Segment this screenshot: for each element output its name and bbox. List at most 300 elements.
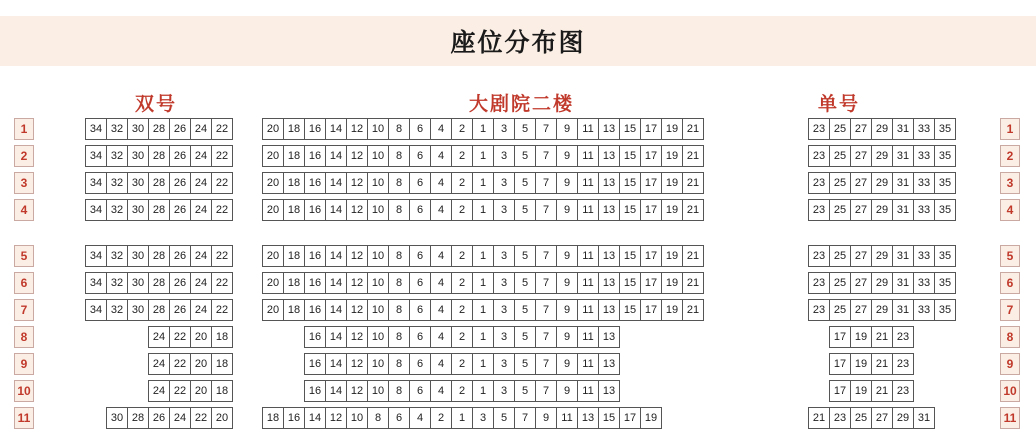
seat-cell[interactable]: 7 <box>535 118 557 140</box>
seat-cell[interactable]: 14 <box>325 199 347 221</box>
seat-cell[interactable]: 35 <box>934 245 956 267</box>
seat-cell[interactable]: 20 <box>190 380 212 402</box>
seat-cell[interactable]: 30 <box>106 407 128 429</box>
seat-cell[interactable]: 29 <box>871 245 893 267</box>
seat-cell[interactable]: 10 <box>367 199 389 221</box>
seat-cell[interactable]: 35 <box>934 172 956 194</box>
seat-cell[interactable]: 8 <box>388 199 410 221</box>
seat-cell[interactable]: 22 <box>211 118 233 140</box>
seat-cell[interactable]: 19 <box>640 407 662 429</box>
seat-cell[interactable]: 33 <box>913 118 935 140</box>
seat-cell[interactable]: 24 <box>190 245 212 267</box>
seat-cell[interactable]: 12 <box>346 272 368 294</box>
seat-cell[interactable]: 2 <box>451 380 473 402</box>
seat-cell[interactable]: 24 <box>169 407 191 429</box>
seat-cell[interactable]: 3 <box>472 407 494 429</box>
seat-cell[interactable]: 8 <box>388 245 410 267</box>
seat-cell[interactable]: 25 <box>829 299 851 321</box>
seat-cell[interactable]: 7 <box>535 145 557 167</box>
seat-cell[interactable]: 14 <box>325 272 347 294</box>
seat-cell[interactable]: 14 <box>325 172 347 194</box>
seat-cell[interactable]: 28 <box>148 245 170 267</box>
seat-cell[interactable]: 6 <box>388 407 410 429</box>
seat-cell[interactable]: 2 <box>430 407 452 429</box>
seat-cell[interactable]: 13 <box>598 353 620 375</box>
seat-cell[interactable]: 34 <box>85 272 107 294</box>
seat-cell[interactable]: 22 <box>211 245 233 267</box>
seat-cell[interactable]: 10 <box>367 326 389 348</box>
seat-cell[interactable]: 12 <box>346 118 368 140</box>
seat-cell[interactable]: 6 <box>409 172 431 194</box>
seat-cell[interactable]: 13 <box>598 245 620 267</box>
seat-cell[interactable]: 8 <box>388 118 410 140</box>
seat-cell[interactable]: 32 <box>106 145 128 167</box>
seat-cell[interactable]: 5 <box>514 172 536 194</box>
seat-cell[interactable]: 26 <box>169 245 191 267</box>
seat-cell[interactable]: 25 <box>829 272 851 294</box>
seat-cell[interactable]: 28 <box>148 272 170 294</box>
seat-cell[interactable]: 17 <box>640 199 662 221</box>
seat-cell[interactable]: 21 <box>682 172 704 194</box>
seat-cell[interactable]: 9 <box>535 407 557 429</box>
seat-cell[interactable]: 4 <box>430 380 452 402</box>
seat-cell[interactable]: 25 <box>850 407 872 429</box>
seat-cell[interactable]: 6 <box>409 245 431 267</box>
seat-cell[interactable]: 10 <box>367 145 389 167</box>
seat-cell[interactable]: 23 <box>808 145 830 167</box>
seat-cell[interactable]: 22 <box>211 272 233 294</box>
seat-cell[interactable]: 33 <box>913 299 935 321</box>
seat-cell[interactable]: 21 <box>871 380 893 402</box>
seat-cell[interactable]: 20 <box>211 407 233 429</box>
seat-cell[interactable]: 18 <box>211 380 233 402</box>
seat-cell[interactable]: 8 <box>388 172 410 194</box>
seat-cell[interactable]: 31 <box>892 245 914 267</box>
seat-cell[interactable]: 6 <box>409 145 431 167</box>
seat-cell[interactable]: 9 <box>556 353 578 375</box>
seat-cell[interactable]: 3 <box>493 145 515 167</box>
seat-cell[interactable]: 8 <box>388 299 410 321</box>
seat-cell[interactable]: 24 <box>190 145 212 167</box>
seat-cell[interactable]: 17 <box>640 172 662 194</box>
seat-cell[interactable]: 17 <box>640 118 662 140</box>
seat-cell[interactable]: 15 <box>619 245 641 267</box>
seat-cell[interactable]: 35 <box>934 199 956 221</box>
seat-cell[interactable]: 9 <box>556 199 578 221</box>
seat-cell[interactable]: 17 <box>829 380 851 402</box>
seat-cell[interactable]: 6 <box>409 326 431 348</box>
seat-cell[interactable]: 16 <box>304 272 326 294</box>
seat-cell[interactable]: 1 <box>472 145 494 167</box>
seat-cell[interactable]: 34 <box>85 172 107 194</box>
seat-cell[interactable]: 7 <box>535 272 557 294</box>
seat-cell[interactable]: 5 <box>514 199 536 221</box>
seat-cell[interactable]: 10 <box>367 245 389 267</box>
seat-cell[interactable]: 13 <box>598 299 620 321</box>
seat-cell[interactable]: 28 <box>148 172 170 194</box>
seat-cell[interactable]: 14 <box>325 353 347 375</box>
seat-cell[interactable]: 16 <box>304 118 326 140</box>
seat-cell[interactable]: 2 <box>451 199 473 221</box>
seat-cell[interactable]: 4 <box>430 326 452 348</box>
seat-cell[interactable]: 24 <box>148 353 170 375</box>
seat-cell[interactable]: 25 <box>829 199 851 221</box>
seat-cell[interactable]: 15 <box>619 199 641 221</box>
seat-cell[interactable]: 13 <box>577 407 599 429</box>
seat-cell[interactable]: 13 <box>598 118 620 140</box>
seat-cell[interactable]: 21 <box>682 272 704 294</box>
seat-cell[interactable]: 18 <box>283 172 305 194</box>
seat-cell[interactable]: 22 <box>169 353 191 375</box>
seat-cell[interactable]: 14 <box>325 245 347 267</box>
seat-cell[interactable]: 15 <box>619 172 641 194</box>
seat-cell[interactable]: 2 <box>451 118 473 140</box>
seat-cell[interactable]: 24 <box>190 118 212 140</box>
seat-cell[interactable]: 7 <box>535 380 557 402</box>
seat-cell[interactable]: 18 <box>211 326 233 348</box>
seat-cell[interactable]: 22 <box>169 380 191 402</box>
seat-cell[interactable]: 24 <box>190 199 212 221</box>
seat-cell[interactable]: 22 <box>211 299 233 321</box>
seat-cell[interactable]: 30 <box>127 299 149 321</box>
seat-cell[interactable]: 20 <box>262 299 284 321</box>
seat-cell[interactable]: 33 <box>913 245 935 267</box>
seat-cell[interactable]: 33 <box>913 272 935 294</box>
seat-cell[interactable]: 26 <box>169 299 191 321</box>
seat-cell[interactable]: 18 <box>283 145 305 167</box>
seat-cell[interactable]: 25 <box>829 145 851 167</box>
seat-cell[interactable]: 20 <box>262 199 284 221</box>
seat-cell[interactable]: 27 <box>850 272 872 294</box>
seat-cell[interactable]: 31 <box>892 172 914 194</box>
seat-cell[interactable]: 14 <box>325 380 347 402</box>
seat-cell[interactable]: 5 <box>514 272 536 294</box>
seat-cell[interactable]: 17 <box>619 407 641 429</box>
seat-cell[interactable]: 29 <box>871 272 893 294</box>
seat-cell[interactable]: 12 <box>346 380 368 402</box>
seat-cell[interactable]: 10 <box>367 299 389 321</box>
seat-cell[interactable]: 27 <box>871 407 893 429</box>
seat-cell[interactable]: 32 <box>106 245 128 267</box>
seat-cell[interactable]: 32 <box>106 118 128 140</box>
seat-cell[interactable]: 29 <box>871 172 893 194</box>
seat-cell[interactable]: 1 <box>451 407 473 429</box>
seat-cell[interactable]: 16 <box>304 326 326 348</box>
seat-cell[interactable]: 16 <box>304 245 326 267</box>
seat-cell[interactable]: 4 <box>430 353 452 375</box>
seat-cell[interactable]: 29 <box>871 199 893 221</box>
seat-cell[interactable]: 23 <box>808 172 830 194</box>
seat-cell[interactable]: 30 <box>127 245 149 267</box>
seat-cell[interactable]: 14 <box>325 118 347 140</box>
seat-cell[interactable]: 19 <box>661 299 683 321</box>
seat-cell[interactable]: 22 <box>211 145 233 167</box>
seat-cell[interactable]: 11 <box>577 272 599 294</box>
seat-cell[interactable]: 19 <box>661 272 683 294</box>
seat-cell[interactable]: 7 <box>514 407 536 429</box>
seat-cell[interactable]: 27 <box>850 199 872 221</box>
seat-cell[interactable]: 3 <box>493 299 515 321</box>
seat-cell[interactable]: 7 <box>535 172 557 194</box>
seat-cell[interactable]: 21 <box>682 199 704 221</box>
seat-cell[interactable]: 33 <box>913 172 935 194</box>
seat-cell[interactable]: 7 <box>535 245 557 267</box>
seat-cell[interactable]: 30 <box>127 172 149 194</box>
seat-cell[interactable]: 4 <box>430 272 452 294</box>
seat-cell[interactable]: 11 <box>556 407 578 429</box>
seat-cell[interactable]: 29 <box>892 407 914 429</box>
seat-cell[interactable]: 20 <box>262 272 284 294</box>
seat-cell[interactable]: 12 <box>346 245 368 267</box>
seat-cell[interactable]: 14 <box>304 407 326 429</box>
seat-cell[interactable]: 5 <box>493 407 515 429</box>
seat-cell[interactable]: 2 <box>451 145 473 167</box>
seat-cell[interactable]: 6 <box>409 199 431 221</box>
seat-cell[interactable]: 8 <box>388 353 410 375</box>
seat-cell[interactable]: 29 <box>871 299 893 321</box>
seat-cell[interactable]: 11 <box>577 245 599 267</box>
seat-cell[interactable]: 27 <box>850 118 872 140</box>
seat-cell[interactable]: 3 <box>493 380 515 402</box>
seat-cell[interactable]: 11 <box>577 199 599 221</box>
seat-cell[interactable]: 4 <box>430 172 452 194</box>
seat-cell[interactable]: 22 <box>211 199 233 221</box>
seat-cell[interactable]: 2 <box>451 299 473 321</box>
seat-cell[interactable]: 4 <box>409 407 431 429</box>
seat-cell[interactable]: 13 <box>598 145 620 167</box>
seat-cell[interactable]: 11 <box>577 380 599 402</box>
seat-cell[interactable]: 18 <box>283 118 305 140</box>
seat-cell[interactable]: 4 <box>430 245 452 267</box>
seat-cell[interactable]: 18 <box>262 407 284 429</box>
seat-cell[interactable]: 32 <box>106 172 128 194</box>
seat-cell[interactable]: 7 <box>535 353 557 375</box>
seat-cell[interactable]: 1 <box>472 118 494 140</box>
seat-cell[interactable]: 21 <box>682 299 704 321</box>
seat-cell[interactable]: 11 <box>577 172 599 194</box>
seat-cell[interactable]: 23 <box>808 199 830 221</box>
seat-cell[interactable]: 5 <box>514 245 536 267</box>
seat-cell[interactable]: 22 <box>190 407 212 429</box>
seat-cell[interactable]: 15 <box>598 407 620 429</box>
seat-cell[interactable]: 16 <box>304 199 326 221</box>
seat-cell[interactable]: 24 <box>148 380 170 402</box>
seat-cell[interactable]: 35 <box>934 118 956 140</box>
seat-cell[interactable]: 1 <box>472 199 494 221</box>
seat-cell[interactable]: 27 <box>850 299 872 321</box>
seat-cell[interactable]: 17 <box>829 353 851 375</box>
seat-cell[interactable]: 1 <box>472 380 494 402</box>
seat-cell[interactable]: 30 <box>127 145 149 167</box>
seat-cell[interactable]: 30 <box>127 118 149 140</box>
seat-cell[interactable]: 24 <box>190 172 212 194</box>
seat-cell[interactable]: 23 <box>892 326 914 348</box>
seat-cell[interactable]: 11 <box>577 326 599 348</box>
seat-cell[interactable]: 11 <box>577 299 599 321</box>
seat-cell[interactable]: 28 <box>148 145 170 167</box>
seat-cell[interactable]: 11 <box>577 118 599 140</box>
seat-cell[interactable]: 34 <box>85 145 107 167</box>
seat-cell[interactable]: 11 <box>577 145 599 167</box>
seat-cell[interactable]: 3 <box>493 172 515 194</box>
seat-cell[interactable]: 31 <box>892 118 914 140</box>
seat-cell[interactable]: 9 <box>556 326 578 348</box>
seat-cell[interactable]: 22 <box>211 172 233 194</box>
seat-cell[interactable]: 4 <box>430 299 452 321</box>
seat-cell[interactable]: 19 <box>661 145 683 167</box>
seat-cell[interactable]: 16 <box>304 380 326 402</box>
seat-cell[interactable]: 12 <box>346 145 368 167</box>
seat-cell[interactable]: 2 <box>451 353 473 375</box>
seat-cell[interactable]: 18 <box>283 199 305 221</box>
seat-cell[interactable]: 9 <box>556 145 578 167</box>
seat-cell[interactable]: 1 <box>472 172 494 194</box>
seat-cell[interactable]: 19 <box>661 118 683 140</box>
seat-cell[interactable]: 26 <box>169 199 191 221</box>
seat-cell[interactable]: 10 <box>367 118 389 140</box>
seat-cell[interactable]: 28 <box>148 299 170 321</box>
seat-cell[interactable]: 26 <box>148 407 170 429</box>
seat-cell[interactable]: 23 <box>892 380 914 402</box>
seat-cell[interactable]: 13 <box>598 272 620 294</box>
seat-cell[interactable]: 5 <box>514 326 536 348</box>
seat-cell[interactable]: 35 <box>934 299 956 321</box>
seat-cell[interactable]: 11 <box>577 353 599 375</box>
seat-cell[interactable]: 5 <box>514 145 536 167</box>
seat-cell[interactable]: 6 <box>409 118 431 140</box>
seat-cell[interactable]: 14 <box>325 326 347 348</box>
seat-cell[interactable]: 19 <box>850 380 872 402</box>
seat-cell[interactable]: 9 <box>556 272 578 294</box>
seat-cell[interactable]: 16 <box>283 407 305 429</box>
seat-cell[interactable]: 19 <box>661 199 683 221</box>
seat-cell[interactable]: 21 <box>871 326 893 348</box>
seat-cell[interactable]: 15 <box>619 299 641 321</box>
seat-cell[interactable]: 26 <box>169 118 191 140</box>
seat-cell[interactable]: 26 <box>169 145 191 167</box>
seat-cell[interactable]: 25 <box>829 245 851 267</box>
seat-cell[interactable]: 3 <box>493 326 515 348</box>
seat-cell[interactable]: 18 <box>283 245 305 267</box>
seat-cell[interactable]: 24 <box>148 326 170 348</box>
seat-cell[interactable]: 19 <box>661 245 683 267</box>
seat-cell[interactable]: 12 <box>346 299 368 321</box>
seat-cell[interactable]: 9 <box>556 380 578 402</box>
seat-cell[interactable]: 2 <box>451 326 473 348</box>
seat-cell[interactable]: 13 <box>598 380 620 402</box>
seat-cell[interactable]: 10 <box>367 380 389 402</box>
seat-cell[interactable]: 19 <box>850 353 872 375</box>
seat-cell[interactable]: 16 <box>304 145 326 167</box>
seat-cell[interactable]: 30 <box>127 199 149 221</box>
seat-cell[interactable]: 5 <box>514 353 536 375</box>
seat-cell[interactable]: 14 <box>325 145 347 167</box>
seat-cell[interactable]: 17 <box>829 326 851 348</box>
seat-cell[interactable]: 1 <box>472 245 494 267</box>
seat-cell[interactable]: 1 <box>472 326 494 348</box>
seat-cell[interactable]: 6 <box>409 353 431 375</box>
seat-cell[interactable]: 9 <box>556 172 578 194</box>
seat-cell[interactable]: 28 <box>148 118 170 140</box>
seat-cell[interactable]: 29 <box>871 145 893 167</box>
seat-cell[interactable]: 20 <box>262 245 284 267</box>
seat-cell[interactable]: 34 <box>85 245 107 267</box>
seat-cell[interactable]: 17 <box>640 272 662 294</box>
seat-cell[interactable]: 18 <box>283 272 305 294</box>
seat-cell[interactable]: 31 <box>892 299 914 321</box>
seat-cell[interactable]: 5 <box>514 299 536 321</box>
seat-cell[interactable]: 15 <box>619 118 641 140</box>
seat-cell[interactable]: 30 <box>127 272 149 294</box>
seat-cell[interactable]: 31 <box>892 199 914 221</box>
seat-cell[interactable]: 14 <box>325 299 347 321</box>
seat-cell[interactable]: 21 <box>808 407 830 429</box>
seat-cell[interactable]: 20 <box>262 118 284 140</box>
seat-cell[interactable]: 3 <box>493 199 515 221</box>
seat-cell[interactable]: 5 <box>514 118 536 140</box>
seat-cell[interactable]: 2 <box>451 245 473 267</box>
seat-cell[interactable]: 23 <box>892 353 914 375</box>
seat-cell[interactable]: 33 <box>913 145 935 167</box>
seat-cell[interactable]: 34 <box>85 199 107 221</box>
seat-cell[interactable]: 35 <box>934 145 956 167</box>
seat-cell[interactable]: 19 <box>661 172 683 194</box>
seat-cell[interactable]: 3 <box>493 118 515 140</box>
seat-cell[interactable]: 23 <box>829 407 851 429</box>
seat-cell[interactable]: 18 <box>283 299 305 321</box>
seat-cell[interactable]: 17 <box>640 299 662 321</box>
seat-cell[interactable]: 31 <box>913 407 935 429</box>
seat-cell[interactable]: 7 <box>535 299 557 321</box>
seat-cell[interactable]: 16 <box>304 172 326 194</box>
seat-cell[interactable]: 3 <box>493 353 515 375</box>
seat-cell[interactable]: 8 <box>388 272 410 294</box>
seat-cell[interactable]: 8 <box>388 380 410 402</box>
seat-cell[interactable]: 23 <box>808 118 830 140</box>
seat-cell[interactable]: 31 <box>892 145 914 167</box>
seat-cell[interactable]: 27 <box>850 245 872 267</box>
seat-cell[interactable]: 12 <box>346 353 368 375</box>
seat-cell[interactable]: 23 <box>808 299 830 321</box>
seat-cell[interactable]: 34 <box>85 118 107 140</box>
seat-cell[interactable]: 9 <box>556 118 578 140</box>
seat-cell[interactable]: 19 <box>850 326 872 348</box>
seat-cell[interactable]: 32 <box>106 272 128 294</box>
seat-cell[interactable]: 34 <box>85 299 107 321</box>
seat-cell[interactable]: 7 <box>535 326 557 348</box>
seat-cell[interactable]: 10 <box>367 353 389 375</box>
seat-cell[interactable]: 12 <box>346 199 368 221</box>
seat-cell[interactable]: 6 <box>409 380 431 402</box>
seat-cell[interactable]: 24 <box>190 272 212 294</box>
seat-cell[interactable]: 2 <box>451 172 473 194</box>
seat-cell[interactable]: 13 <box>598 326 620 348</box>
seat-cell[interactable]: 32 <box>106 299 128 321</box>
seat-cell[interactable]: 29 <box>871 118 893 140</box>
seat-cell[interactable]: 32 <box>106 199 128 221</box>
seat-cell[interactable]: 33 <box>913 199 935 221</box>
seat-cell[interactable]: 21 <box>682 145 704 167</box>
seat-cell[interactable]: 23 <box>808 245 830 267</box>
seat-cell[interactable]: 3 <box>493 245 515 267</box>
seat-cell[interactable]: 6 <box>409 272 431 294</box>
seat-cell[interactable]: 4 <box>430 199 452 221</box>
seat-cell[interactable]: 25 <box>829 118 851 140</box>
seat-cell[interactable]: 8 <box>367 407 389 429</box>
seat-cell[interactable]: 1 <box>472 299 494 321</box>
seat-cell[interactable]: 20 <box>262 145 284 167</box>
seat-cell[interactable]: 3 <box>493 272 515 294</box>
